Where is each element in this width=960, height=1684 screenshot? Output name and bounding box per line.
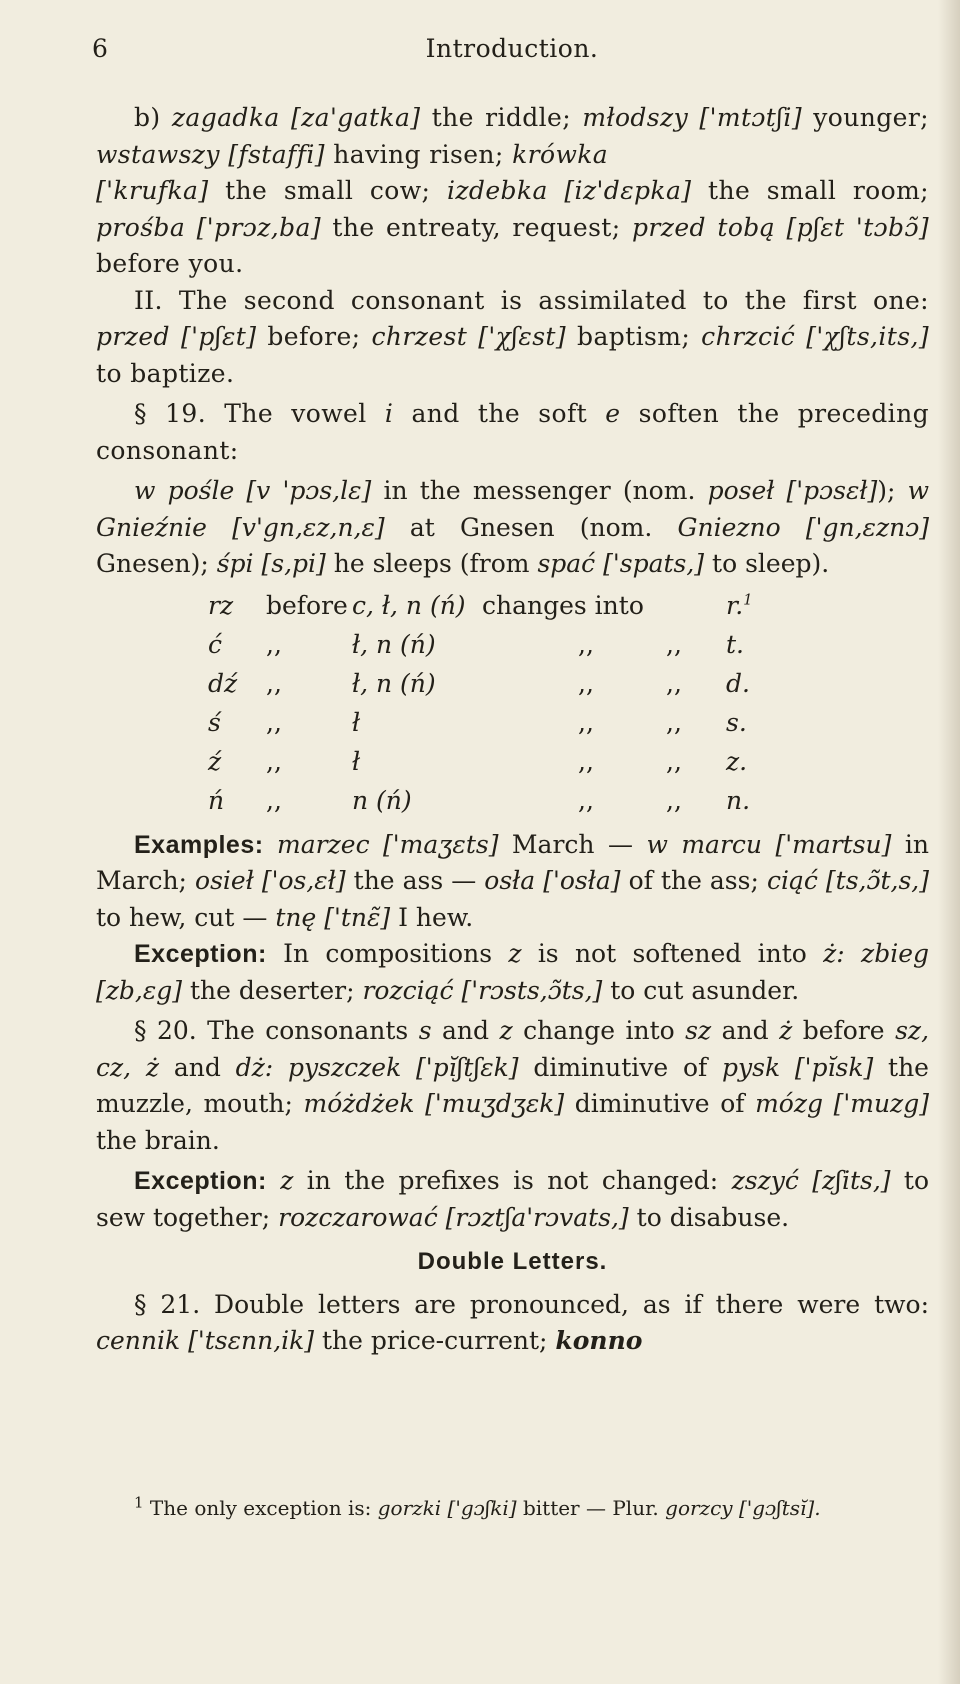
footnote-ref: 1 (743, 590, 753, 609)
paragraph-b (96, 100, 929, 283)
rule-result (726, 587, 753, 626)
rule-before: before (266, 590, 348, 620)
rule-letter: ń (208, 785, 225, 815)
transcription: ['χʃts,its,] (806, 322, 929, 351)
example: Gniezno ['gn,ɛznɔ] (677, 512, 929, 542)
example: zbieg [zb,ɛg] (96, 939, 930, 1005)
example: móżdżek ['muʒdʒɛk] (303, 1089, 565, 1118)
letter: sz, cz, ż (96, 1016, 930, 1082)
footnote (96, 1493, 929, 1523)
transcription: [za'gatka] (290, 103, 421, 132)
paragraph-label: b) (134, 103, 172, 132)
gloss: the small cow; (208, 176, 447, 205)
letter: z (508, 939, 522, 968)
rule-condition: ł (352, 746, 361, 776)
polish-word: krówka (512, 139, 609, 169)
section-19 (96, 396, 929, 469)
gloss: at Gnesen (nom. (384, 512, 678, 542)
transcription: ['χʃɛst] (478, 322, 567, 351)
gloss: diminutive of (564, 1089, 756, 1118)
rule-letter: dź (208, 668, 238, 698)
letter: e (605, 399, 621, 428)
polish-word: zagadka (171, 103, 280, 132)
footnote-mark: 1 (134, 1493, 144, 1512)
transcription: ['krufka] (96, 176, 209, 205)
rule-row (208, 704, 753, 743)
rule-change: ,, (578, 746, 594, 776)
rule-ditto (666, 587, 726, 626)
example: gorzcy ['gɔʃtsĭ]. (665, 1496, 821, 1520)
polish-word: młodszy (582, 103, 689, 132)
transcription: [pʃɛt 'tɔbɔ̃] (786, 212, 929, 242)
example: tnę ['tnɛ̃] (275, 902, 391, 932)
section-text: soften the preceding consonant: (96, 399, 929, 465)
gloss: the muzzle, mouth; (96, 1052, 929, 1118)
example: w marcu ['martsu] (646, 829, 892, 859)
rule-result-letter: t. (726, 629, 744, 659)
gloss: he sleeps (from (325, 549, 538, 578)
letter: s (418, 1016, 432, 1045)
gloss: the price-current; (314, 1326, 556, 1355)
gloss: the small room; (691, 176, 930, 205)
rule-result (726, 704, 753, 743)
example: marzec ['maʒɛts] (277, 829, 499, 859)
rule-condition: ł, n (ń) (352, 629, 436, 659)
page-number: 6 (92, 34, 109, 63)
gloss: the riddle; (420, 103, 583, 132)
gloss: ); (877, 476, 908, 505)
rule-letter: ś (208, 707, 221, 737)
page-edge-shadow (938, 0, 960, 1684)
example: zszyć [zʃits,] (731, 1166, 891, 1195)
example: pyszczek ['pĭʃtʃɛk] (287, 1052, 519, 1082)
section-text: § 20. The consonants (134, 1016, 419, 1045)
letter: sz (685, 1016, 712, 1045)
example: osła ['osła] (484, 866, 621, 895)
gloss: having risen; (324, 139, 513, 169)
gloss: to hew, cut — (96, 902, 276, 932)
rule-result-letter: n. (726, 785, 751, 815)
letter: dż: (235, 1052, 274, 1082)
exception-text: in the prefixes is not changed: (293, 1166, 732, 1195)
gloss: the ass — (345, 866, 485, 895)
section-text: change into (512, 1016, 686, 1045)
polish-word: wstawszy (96, 139, 220, 169)
gloss: to baptize. (96, 358, 235, 388)
transcription: ['prɔz,ba] (196, 212, 321, 242)
section-text: and (431, 1016, 500, 1045)
body-text (96, 100, 929, 1360)
gloss: the brain. (96, 1125, 220, 1155)
section-text: and the soft (393, 399, 606, 428)
rule-result (726, 782, 753, 821)
section-heading: Double Letters. (417, 1248, 608, 1275)
rule-result-letter: s. (726, 707, 747, 737)
rule-result (726, 743, 753, 782)
examples-paragraph (96, 827, 929, 937)
rule-ditto: ,, (666, 668, 682, 698)
example: poseł ['pɔsɛł] (707, 476, 878, 505)
section-text: and (159, 1052, 236, 1082)
example: ciąć [ts,ɔ̃t,s,] (766, 866, 930, 895)
rule-before: ,, (266, 668, 282, 698)
gloss: I hew. (390, 902, 474, 932)
exception-text: is not softened into (521, 939, 824, 968)
polish-word: przed tobą (632, 212, 776, 242)
example: cennik ['tsɛnn,ik] (96, 1326, 315, 1355)
footnote-text: bitter — Plur. (516, 1496, 666, 1520)
exception-text: In compositions (266, 939, 509, 968)
exception-label: Exception: (134, 940, 267, 968)
gloss: Gnesen); (96, 549, 217, 578)
exception-label: Exception: (134, 1167, 267, 1195)
example: gorzki ['gɔʃki] (377, 1496, 517, 1520)
example: konno (555, 1326, 643, 1355)
letter: z (280, 1166, 294, 1195)
section-20 (96, 1013, 929, 1159)
rule-result-letter: z. (726, 746, 748, 776)
rule-before: ,, (266, 785, 282, 815)
rule-letter: ź (208, 746, 222, 776)
rule-ditto: ,, (666, 629, 682, 659)
paragraph-II (96, 283, 929, 393)
rule-ditto: ,, (666, 746, 682, 776)
rule-before: ,, (266, 746, 282, 776)
rule-change: ,, (578, 629, 594, 659)
rule-row (208, 626, 753, 665)
gloss: the entreaty, request; (320, 212, 633, 242)
running-title: Introduction. (425, 34, 599, 63)
polish-word: chrzest (371, 322, 468, 351)
transcription: ['mtɔtʃi] (699, 103, 802, 132)
gloss: diminutive of (518, 1052, 723, 1082)
rule-change: ,, (578, 785, 594, 815)
rule-row (208, 587, 753, 626)
examples-label: Examples: (134, 830, 264, 859)
section-text: § 19. The vowel (134, 399, 385, 428)
polish-word: przed (96, 322, 170, 351)
running-header (92, 34, 932, 74)
section-21 (96, 1287, 929, 1360)
rule-text: II. The second consonant is assimilated to the first one: (134, 285, 929, 315)
rule-result-letter: r. (726, 590, 744, 620)
example: mózg ['muzg] (755, 1089, 929, 1118)
example: w pośle [v 'pɔs,lɛ] (134, 476, 372, 505)
gloss: to sleep). (704, 549, 830, 578)
gloss: to disabuse. (628, 1202, 790, 1232)
exception-2 (96, 1163, 929, 1236)
footnote-text: The only exception is: (143, 1496, 378, 1520)
rule-result (726, 665, 753, 704)
rule-condition: ł (352, 707, 361, 737)
rule-change: changes into (482, 590, 644, 620)
exception-text (267, 1166, 280, 1195)
section-text: § 21. Double letters are pronounced, as if there were two: (134, 1289, 929, 1319)
gloss: to sew together; (96, 1166, 930, 1232)
gloss: in the messenger (nom. (371, 476, 708, 505)
gloss: in March; (96, 829, 930, 895)
rule-ditto: ,, (666, 707, 682, 737)
rule-before: ,, (266, 707, 282, 737)
rule-condition: n (ń) (352, 785, 412, 815)
example: rozciąć ['rɔsts,ɔ̃ts,] (362, 975, 603, 1005)
rule-before: ,, (266, 629, 282, 659)
polish-word: chrzcić (701, 322, 796, 351)
letter: ż (779, 1016, 793, 1045)
transcription: [iz'dɛpka] (564, 176, 692, 205)
rule-row (208, 782, 753, 821)
gloss: baptism; (566, 322, 702, 351)
gloss: before you. (96, 249, 244, 278)
rule-letter: ć (208, 629, 223, 659)
transcription: ['pʃɛt] (180, 322, 257, 351)
gloss: the deserter; (182, 975, 363, 1005)
example: śpi [s,pi] (216, 549, 326, 578)
example: pysk ['pĭsk] (722, 1052, 874, 1082)
example: w Gnieźnie [v'gn,ɛz,n,ɛ] (96, 476, 930, 542)
rule-condition: c, ł, n (ń) (352, 590, 466, 620)
letter: ż: (823, 939, 845, 968)
rule-change: ,, (578, 668, 594, 698)
polish-word: izdebka (446, 176, 548, 205)
rule-condition: ł, n (ń) (352, 668, 436, 698)
gloss: March — (498, 829, 647, 859)
gloss: younger; (801, 103, 929, 132)
gloss: to cut asunder. (602, 975, 800, 1005)
example: rozczarować [rɔztʃa'rɔvats,] (278, 1202, 629, 1232)
rule-ditto: ,, (666, 785, 682, 815)
exception-1 (96, 936, 929, 1009)
softening-rules-table (96, 587, 929, 821)
letter: i (384, 399, 394, 428)
transcription: [fstaffi] (228, 139, 325, 169)
rule-letter: rz (208, 590, 234, 620)
gloss: of the ass; (620, 866, 767, 895)
section-text: and (711, 1016, 780, 1045)
section-19-examples (96, 473, 929, 583)
rule-row (208, 743, 753, 782)
rule-row (208, 665, 753, 704)
polish-word: prośba (96, 212, 186, 242)
section-text: before (792, 1016, 896, 1045)
example: osieł ['os,ɛł] (195, 866, 346, 895)
rule-result (726, 626, 753, 665)
gloss: before; (256, 322, 372, 351)
example: spać ['spats,] (537, 549, 705, 578)
rule-result-letter: d. (726, 668, 750, 698)
letter: z (499, 1016, 513, 1045)
rule-change: ,, (578, 707, 594, 737)
